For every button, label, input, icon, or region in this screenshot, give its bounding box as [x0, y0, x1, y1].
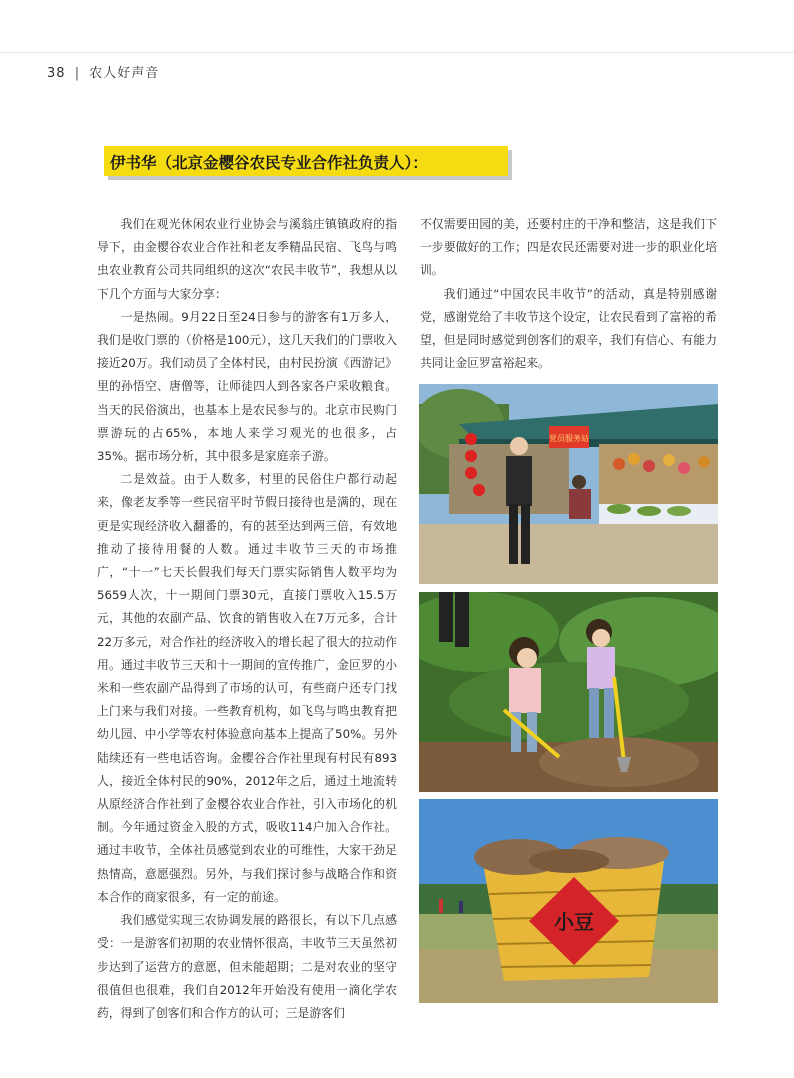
photo-harvest-box [419, 799, 718, 1003]
paragraph: 我们在观光休闲农业行业协会与溪翁庄镇镇政府的指导下，由金樱谷农业合作社和老友季精品民宿、飞鸟与鸣虫农业教育公司共同组织的这次“农民丰收节”，我想从以下几个方面与大家分享： [97, 217, 397, 301]
paragraph: 我们感觉实现三农协调发展的路很长，有以下几点感受：一是游客们初期的农业情怀很高，丰收节三天虽然初步达到了运营方的意愿，但未能超期；二是对农业的坚守很值但也很难，我们自2012年开始没有使用一滴化学农药，得到了创客们和合作方的认可；三是游客们 [97, 913, 397, 1020]
column-name: 农人好声音 [89, 66, 160, 81]
paragraph: 不仅需要田园的美，还要村庄的干净和整洁，这是我们下一步要做好的工作；四是农民还需要对进一步的职业化培训。 [420, 217, 717, 278]
top-rule [0, 52, 794, 53]
section-title: 伊书华（北京金樱谷农民专业合作社负责人）： [110, 154, 428, 172]
page-header [47, 62, 159, 81]
photo-children-digging [419, 592, 718, 792]
paragraph: 二是效益。由于人数多，村里的民俗住户都行动起来，像老友季等一些民宿平时节假日接待也是满的，现在更是实现经济收入翻番的，有的甚至达到两三倍，有效地推动了接待用餐的人数。通过丰收节三天的市场推广，“十一”七天长假我们每天门票实际销售人数平均为5659人次，十一期间门票30元，直接门票收入15.5万元，其他的农副产品、饮食的销售收入在7万元多，合计22万多元，对合作社的经济收入的增长起了很大的拉动作用。通过丰收节三天和十一期间的宣传推广，金叵罗的小米和一些农副产品得到了市场的认可，有些商户还专门找上门来与我们对接。一些教育机构，如飞鸟与鸣虫教育把幼儿园、中小学等农村体验意向基本上提高了50%。另外陆续还有一些电话咨询。金樱谷合作社里现有村民有893人，接近全体村民的90%，2012年之后，通过土地流转从原经济合作社到了金樱谷农业合作社，引入市场化的机制。今年通过资金入股的方式，吸收114户加入合作社。通过丰收节，全体社员感觉到农业的可维性，大家干劲足热情高，意愿强烈。另外，与我们探讨参与战略合作和资本合作的商家很多，有一定的前途。 [97, 472, 397, 904]
right-column [420, 213, 717, 375]
left-column [97, 213, 397, 1025]
box-character: 小豆 [554, 910, 594, 934]
paragraph: 我们通过“中国农民丰收节”的活动，真是特别感谢党，感谢党给了丰收节这个设定，让农民看到了富裕的希望，但是同时感觉到创客们的艰辛，我们有信心、有能力共同让金叵罗富裕起来。 [420, 286, 717, 371]
header-separator: | [74, 66, 81, 81]
page-number: 38 [47, 66, 66, 81]
photo-harvest-market [419, 384, 718, 584]
market-sign: 党员服务站 [549, 434, 589, 443]
paragraph: 一是热闹。9月22日至24日参与的游客有1万多人，我们是收门票的（价格是100元），这几天我们的门票收入接近20万。我们动员了全体村民，由村民扮演《西游记》里的孙悟空、唐僧等，让师徒四人到各家各户采收粮食。当天的民俗演出，也基本上是农民参与的。北京市民购门票游玩的占65%，本地人来学习观光的也很多，占35%。据市场分析，其中很多是家庭亲子游。 [97, 309, 397, 464]
section-title-bar [104, 146, 508, 176]
